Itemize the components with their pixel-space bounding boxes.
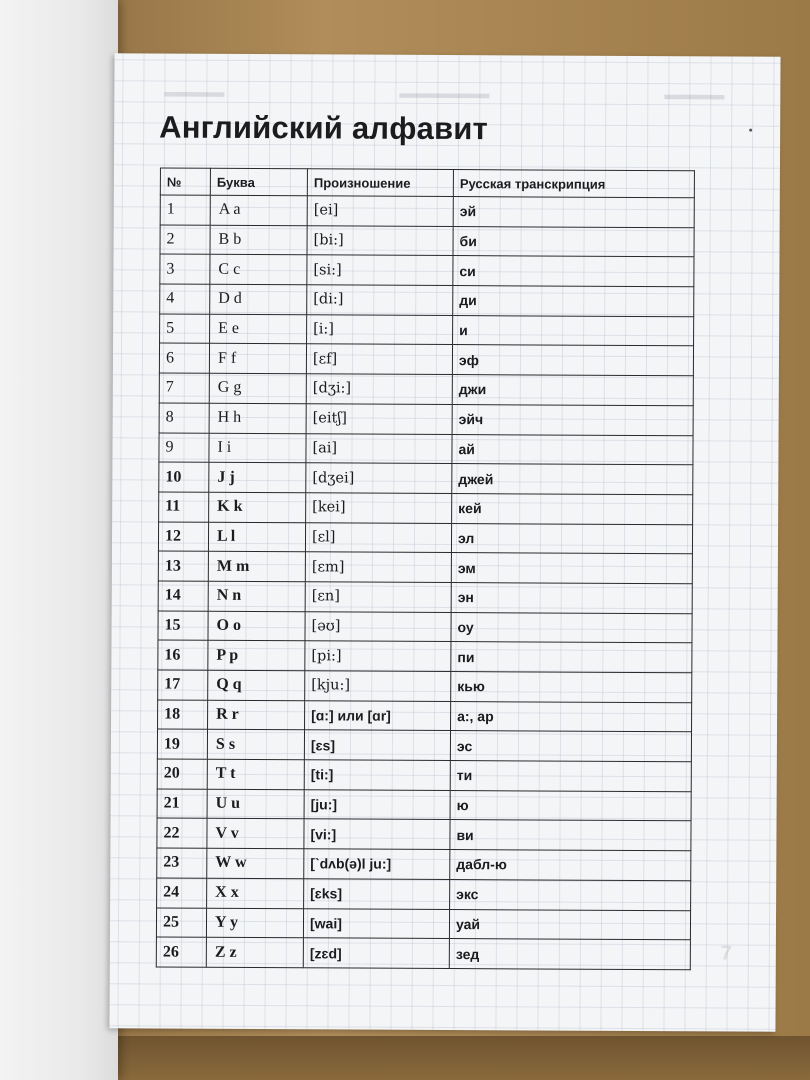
table-row [158, 551, 692, 583]
row-number: 14 [158, 581, 208, 611]
row-pronunciation: [di:] [307, 285, 453, 315]
table-row [158, 670, 692, 702]
notebook-page [109, 53, 780, 1031]
row-pronunciation: [pi:] [305, 641, 451, 671]
row-russian-transcription: си [453, 256, 694, 287]
row-number: 20 [157, 759, 207, 789]
row-letter: T t [207, 759, 304, 789]
row-letter: W w [207, 848, 304, 878]
row-number: 6 [159, 343, 209, 373]
row-letter: E e [210, 314, 307, 344]
row-pronunciation: [zɛd] [303, 938, 449, 968]
row-russian-transcription: дабл-ю [450, 850, 691, 881]
table-row [159, 433, 693, 465]
row-pronunciation: [dʒi:] [306, 374, 452, 404]
row-russian-transcription: экс [450, 879, 691, 910]
row-russian-transcription: ти [450, 761, 691, 792]
table-row [157, 759, 691, 791]
row-pronunciation: [əʊ] [305, 611, 451, 641]
row-russian-transcription: оу [451, 612, 692, 643]
row-number: 15 [158, 611, 208, 641]
row-russian-transcription: и [453, 315, 694, 346]
row-letter: V v [207, 819, 304, 849]
row-russian-transcription: зед [449, 939, 690, 970]
row-russian-transcription: ви [450, 820, 691, 851]
table-row [156, 907, 690, 939]
row-pronunciation: [ɛs] [304, 730, 450, 760]
table-row [159, 462, 693, 494]
table-row [158, 581, 692, 613]
row-pronunciation: [ɑ:] или [ɑr] [305, 700, 451, 730]
row-pronunciation: [dʒei] [306, 463, 452, 493]
row-number: 23 [157, 848, 207, 878]
table-row [157, 729, 691, 761]
faint-page-mark: 7 [720, 942, 732, 965]
row-russian-transcription: пи [451, 642, 692, 673]
row-pronunciation: [ei] [307, 196, 453, 226]
row-number: 12 [158, 522, 208, 552]
row-russian-transcription: а:, ар [451, 701, 692, 732]
row-letter: B b [210, 225, 307, 255]
row-number: 4 [160, 284, 210, 314]
row-number: 25 [156, 907, 206, 937]
row-letter: A a [210, 195, 307, 225]
table-row [157, 818, 691, 850]
row-letter: Z z [206, 937, 303, 967]
row-number: 9 [159, 433, 209, 463]
row-number: 3 [160, 254, 210, 284]
header-letter: Буква [210, 168, 307, 196]
table-row [157, 789, 691, 821]
row-pronunciation: [ju:] [304, 790, 450, 820]
row-pronunciation: [eitʃ] [306, 404, 452, 434]
row-russian-transcription: би [453, 226, 694, 257]
row-pronunciation: [vi:] [304, 819, 450, 849]
table-row [160, 195, 694, 227]
row-letter: H h [209, 403, 306, 433]
row-letter: M m [208, 552, 305, 582]
row-russian-transcription: джей [452, 464, 693, 495]
row-pronunciation: [ɛm] [305, 552, 451, 582]
row-pronunciation: [kei] [306, 493, 452, 523]
row-letter: U u [207, 789, 304, 819]
row-number: 5 [160, 314, 210, 344]
row-letter: S s [207, 730, 304, 760]
table-row [159, 403, 693, 435]
row-russian-transcription: уай [449, 909, 690, 940]
row-russian-transcription: ди [453, 286, 694, 317]
row-number: 11 [159, 492, 209, 522]
row-pronunciation: [ɛks] [304, 879, 450, 909]
row-number: 13 [158, 551, 208, 581]
table-row [158, 700, 692, 732]
row-pronunciation: [bi:] [307, 225, 453, 255]
alphabet-table-wrap [156, 168, 694, 971]
row-pronunciation: [wai] [303, 908, 449, 938]
row-letter: R r [208, 700, 305, 730]
row-russian-transcription: эл [451, 523, 692, 554]
row-pronunciation: [ɛl] [305, 522, 451, 552]
ink-dot [749, 129, 752, 132]
table-row [158, 611, 692, 643]
row-number: 7 [159, 373, 209, 403]
table-row [159, 343, 693, 375]
row-pronunciation: [i:] [307, 315, 453, 345]
row-letter: N n [208, 581, 305, 611]
row-letter: G g [209, 373, 306, 403]
header-pronunciation: Произношение [307, 169, 453, 197]
table-row [157, 848, 691, 880]
row-number: 22 [157, 818, 207, 848]
row-russian-transcription: эйч [452, 404, 693, 435]
show-through-text: ▬▬▬▬ ▬▬▬▬▬▬ ▬▬▬▬ [164, 83, 725, 104]
table-row [158, 640, 692, 672]
row-number: 19 [157, 729, 207, 759]
row-pronunciation: [`dʌb(ə)l ju:] [304, 849, 450, 879]
table-row [160, 284, 694, 316]
row-russian-transcription: ю [450, 790, 691, 821]
row-number: 26 [156, 937, 206, 967]
row-number: 16 [158, 640, 208, 670]
header-russian-transcription: Русская транскрипция [453, 170, 694, 198]
row-russian-transcription: ай [452, 434, 693, 465]
row-letter: Q q [208, 670, 305, 700]
row-number: 24 [157, 878, 207, 908]
row-letter: Y y [206, 908, 303, 938]
row-letter: I i [209, 433, 306, 463]
row-letter: O o [208, 611, 305, 641]
row-russian-transcription: эс [450, 731, 691, 762]
row-russian-transcription: кей [452, 493, 693, 524]
row-letter: J j [209, 462, 306, 492]
row-russian-transcription: джи [452, 375, 693, 406]
row-letter: K k [209, 492, 306, 522]
table-row [159, 492, 693, 524]
row-russian-transcription: эй [453, 197, 694, 228]
table-row [160, 225, 694, 257]
row-number: 18 [158, 700, 208, 730]
row-russian-transcription: эф [452, 345, 693, 376]
table-body [156, 195, 694, 970]
table-row [160, 314, 694, 346]
row-number: 10 [159, 462, 209, 492]
row-pronunciation: [ɛf] [306, 344, 452, 374]
row-letter: L l [208, 522, 305, 552]
row-pronunciation: [ti:] [304, 760, 450, 790]
row-pronunciation: [si:] [307, 255, 453, 285]
header-number: № [160, 168, 210, 195]
page-title: Английский алфавит [159, 109, 489, 147]
row-letter: P p [208, 641, 305, 671]
table-row [156, 937, 690, 969]
row-pronunciation: [ai] [306, 433, 452, 463]
row-number: 1 [160, 195, 210, 225]
row-number: 2 [160, 225, 210, 255]
table-row [159, 373, 693, 405]
table-row [160, 254, 694, 286]
row-russian-transcription: эм [451, 553, 692, 584]
row-letter: X x [207, 878, 304, 908]
row-number: 8 [159, 403, 209, 433]
row-russian-transcription: эн [451, 582, 692, 613]
table-row [157, 878, 691, 910]
table-header-row [160, 168, 694, 198]
alphabet-table [156, 168, 695, 971]
row-letter: C c [210, 255, 307, 285]
table-row [158, 522, 692, 554]
row-pronunciation: [ɛn] [305, 582, 451, 612]
row-letter: D d [210, 284, 307, 314]
row-letter: F f [209, 344, 306, 374]
row-russian-transcription: кью [451, 672, 692, 703]
row-pronunciation: [kju:] [305, 671, 451, 701]
table-surface [0, 1036, 810, 1080]
row-number: 17 [158, 670, 208, 700]
left-page [0, 0, 118, 1080]
row-number: 21 [157, 789, 207, 819]
